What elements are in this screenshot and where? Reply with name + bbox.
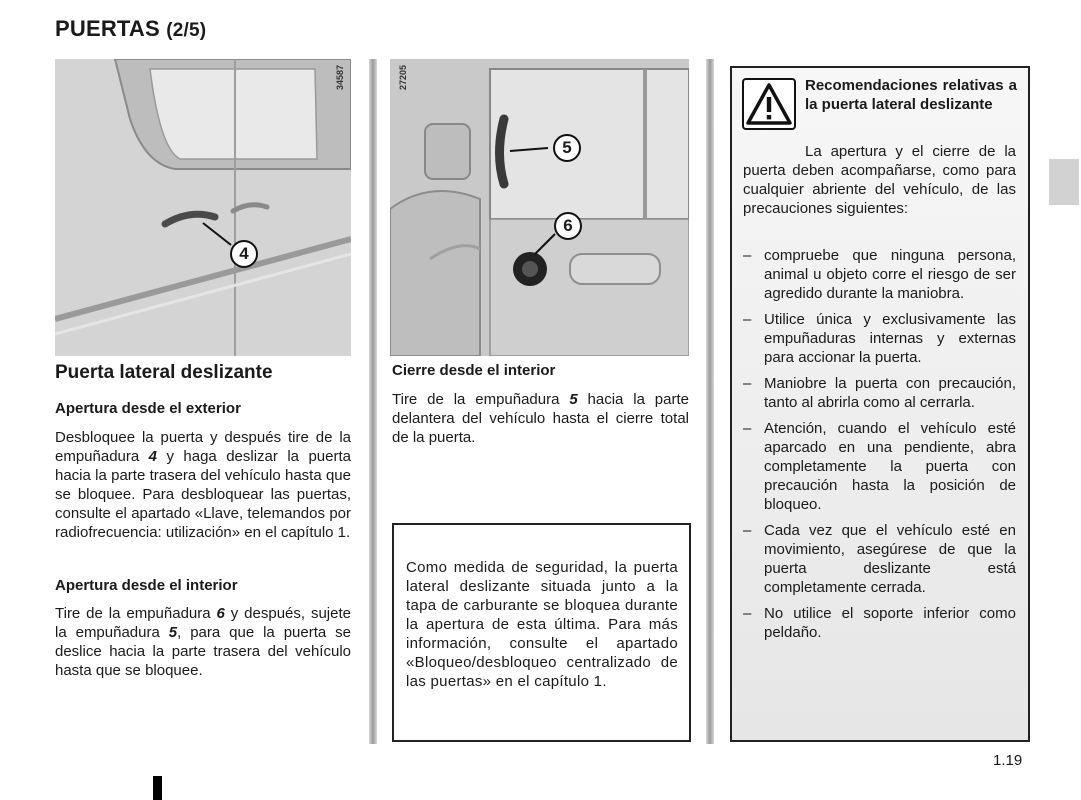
handle-number-5: 5 (168, 624, 178, 641)
text-interior-b: y después, sujete la empuñadura (55, 605, 351, 641)
paragraph-exterior-opening (55, 428, 351, 542)
warning-list (743, 246, 1016, 642)
warning-list-item: – No utilice el soporte inferior como peldaño. (743, 605, 1016, 641)
heading-exterior-opening: Apertura desde el exterior (55, 400, 241, 417)
text-exterior-b: y haga deslizar la puerta hacia la parte trasera del vehículo hasta que se bloquee. Para desbloquear las puertas, consulte el apartado «Llave, telemandos por radiofrecuencia: utilización» en el capítulo 1. (55, 448, 351, 541)
warning-list-item: – Cada vez que el vehículo esté en movimiento, asegúrese de que la puerta deslizante está completamente cerrada. (743, 522, 1016, 596)
text-closing-b: hacia la parte delantera del vehículo hasta el cierre total de la puerta. (392, 391, 689, 446)
paragraph-interior-opening (55, 604, 351, 680)
heading-interior-opening: Apertura desde el interior (55, 577, 238, 594)
page-number: 1.19 (993, 752, 1023, 769)
warning-list-item: – Atención, cuando el vehículo esté aparcado en una pendiente, abra completamente la puerta con precaución hasta la posición de bloqueo. (743, 420, 1016, 513)
warning-triangle-icon (742, 78, 796, 130)
page-title-part: (2/5) (166, 20, 207, 41)
figure-exterior-door (55, 59, 351, 356)
handle-number-5: 5 (569, 391, 578, 408)
text-interior-a: Tire de la empuñadura (55, 605, 217, 622)
warning-list-item: – compruebe que ninguna persona, animal u objeto corre el riesgo de ser agredido durante la maniobra. (743, 247, 1016, 302)
text-interior-c: , para que la puerta se deslice hacia la parte trasera del vehículo hasta que se bloquee. (55, 624, 351, 679)
warning-box (730, 66, 1030, 742)
interior-door-illustration (390, 59, 689, 356)
callout-5: 5 (553, 134, 581, 162)
text-closing-a: Tire de la empuñadura (392, 391, 570, 408)
column-separator-right (706, 59, 714, 744)
figure-interior-door (390, 59, 689, 356)
warning-list-item: – Maniobre la puerta con precaución, tanto al abrirla como al cerrarla. (743, 375, 1016, 411)
section-title-sliding-door: Puerta lateral deslizante (55, 362, 273, 383)
figure-code: 27205 (398, 65, 408, 91)
heading-closing-interior: Cierre desde el interior (392, 362, 556, 379)
page-title-text: PUERTAS (55, 16, 160, 41)
column-separator-left (369, 59, 377, 744)
warning-list-item: – Utilice única y exclusivamente las empuñaduras internas y externas para accionar la puerta. (743, 311, 1016, 366)
chapter-tab (1049, 159, 1079, 205)
paragraph-closing-interior (392, 390, 689, 447)
crop-mark (153, 776, 162, 800)
exterior-door-illustration (55, 59, 351, 356)
text-exterior-a: Desbloquee la puerta y después tire de la empuñadura (55, 429, 351, 465)
figure-code: 34587 (335, 65, 345, 91)
callout-4: 4 (230, 240, 258, 268)
callout-6: 6 (554, 212, 582, 240)
page-title (55, 16, 206, 42)
warning-intro: La apertura y el cierre de la puerta deben acompañarse, como para cualquier abriente del vehículo, de las precauciones siguientes: (743, 143, 1016, 217)
safety-note-text: Como medida de seguridad, la puerta lateral deslizante situada junto a la tapa de carburante se bloquea durante la apertura de esta última. Para más información, consulte el apartado «Bloqueo/desbloqueo centralizado de las puertas» en el capítulo 1. (406, 559, 678, 690)
warning-title: Recomendaciones relativas a la puerta lateral deslizante (805, 77, 1017, 113)
safety-note-box (392, 523, 691, 742)
handle-number-4: 4 (148, 448, 158, 465)
handle-number-6: 6 (216, 605, 225, 622)
